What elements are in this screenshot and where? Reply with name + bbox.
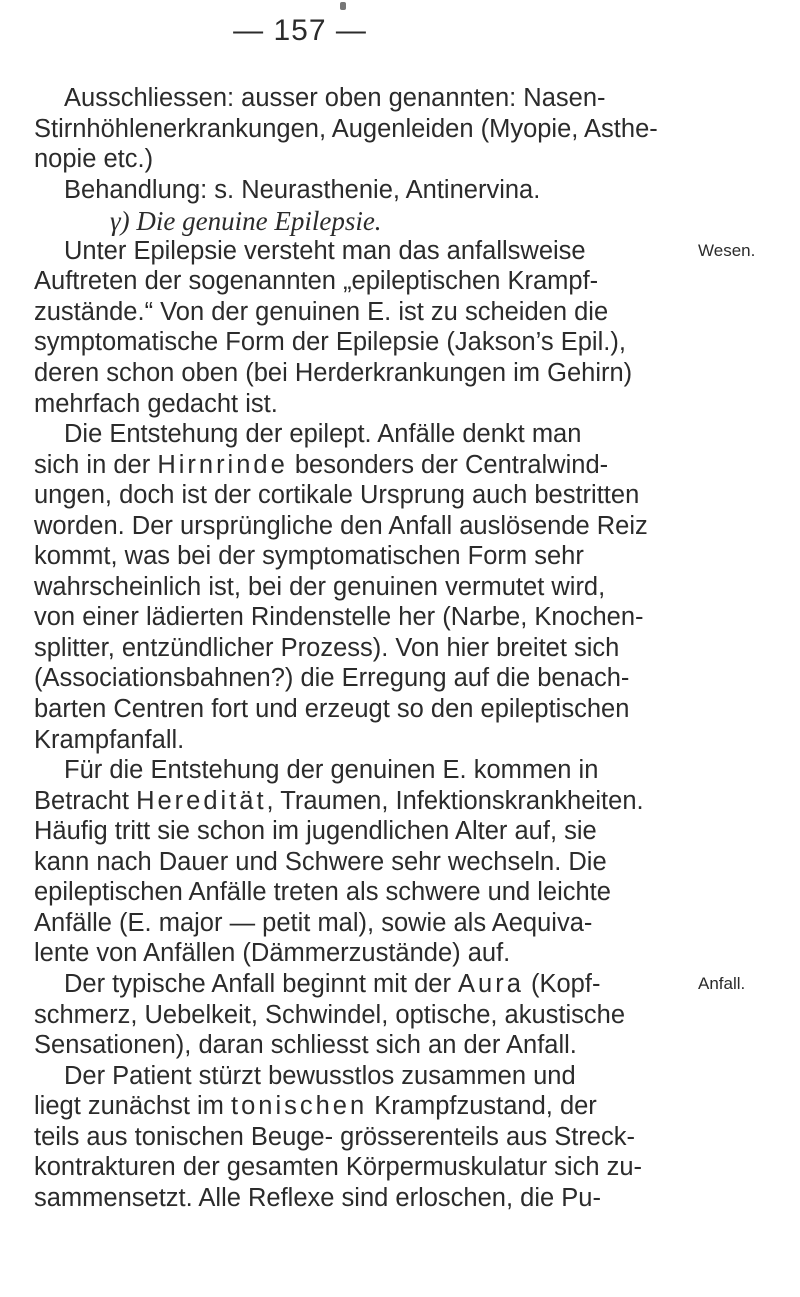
text-line: ungen, doch ist der cortikale Ursprung auch bestritten: [34, 481, 640, 510]
text-segment: Der typische Anfall beginnt mit der: [64, 969, 459, 998]
text-line: Ausschliessen: ausser oben genannten: Nasen-: [64, 84, 606, 112]
text-line: von einer lädierten Rindenstelle her (Narbe, Knochen-: [34, 603, 644, 632]
text-line: [34, 1094, 597, 1120]
text-line: Die Entstehung der epilept. Anfälle denkt man: [64, 420, 582, 449]
text-line: sammensetzt. Alle Reflexe sind erloschen, die Pu-: [34, 1183, 601, 1212]
text-line: lente von Anfällen (Dämmerzustände) auf.: [34, 939, 511, 968]
text-line: Der Patient stürzt bewusstlos zusammen und: [64, 1061, 576, 1090]
text-line: Für die Entstehung der genuinen E. kommen in: [64, 756, 599, 785]
text-segment: Krampfzustand, der: [367, 1092, 597, 1121]
text-line: Auftreten der sogenannten „epileptischen Krampf-: [34, 267, 599, 296]
text-line: [34, 786, 644, 815]
text-segment: sich in der: [34, 450, 158, 479]
text-line: Stirnhöhlenerkrankungen, Augenleiden (Myopie, Asthe-: [34, 114, 658, 143]
ink-mark: [340, 2, 346, 10]
text-line: mehrfach gedacht ist.: [34, 389, 278, 418]
emphasized-term: Hirnrinde: [157, 450, 288, 479]
text-line: [64, 969, 601, 998]
text-line: [34, 450, 609, 479]
text-line: symptomatische Form der Epilepsie (Jakson’s Epil.),: [34, 328, 626, 357]
margin-note: Wesen.: [698, 240, 756, 260]
text-segment: , Traumen, Infektionskrankheiten.: [266, 786, 644, 815]
text-segment: (Kopf-: [523, 969, 601, 998]
text-line: kontrakturen der gesamten Körpermuskulatur sich zu-: [34, 1153, 643, 1182]
text-line: Häufig tritt sie schon im jugendlichen Alter auf, sie: [34, 817, 597, 846]
text-line: splitter, entzündlicher Prozess). Von hier breitet sich: [34, 633, 620, 662]
text-line: Krampfanfall.: [34, 725, 185, 754]
text-segment: liegt zunächst im: [34, 1092, 232, 1121]
text-line: barten Centren fort und erzeugt so den epileptischen: [34, 695, 630, 723]
text-line: Unter Epilepsie versteht man das anfallsweise: [64, 236, 586, 265]
text-line: deren schon oben (bei Herderkrankungen im Gehirn): [34, 358, 633, 387]
text-line: Sensationen), daran schliesst sich an der Anfall.: [34, 1031, 577, 1060]
text-line: wahrscheinlich ist, bei der genuinen vermutet wird,: [34, 572, 606, 601]
text-line: Behandlung: s. Neurasthenie, Antinervina.: [64, 175, 541, 204]
text-segment: Betracht: [34, 786, 137, 815]
text-line: schmerz, Uebelkeit, Schwindel, optische, akustische: [34, 1000, 626, 1029]
page-number: — 157 —: [233, 14, 367, 47]
text-line: nopie etc.): [34, 145, 154, 174]
text-line: (Associationsbahnen?) die Erregung auf die benach-: [34, 664, 630, 693]
text-line: kommt, was bei der symptomatischen Form sehr: [34, 542, 584, 571]
text-line: Anfälle (E. major — petit mal), sowie als Aequiva-: [34, 908, 593, 937]
emphasized-term: Heredität: [136, 786, 267, 815]
text-line: kann nach Dauer und Schwere sehr wechseln. Die: [34, 847, 607, 876]
text-line: epileptischen Anfälle treten als schwere und leichte: [34, 878, 611, 907]
text-line: teils aus tonischen Beuge- grösserenteils aus Streck-: [34, 1122, 635, 1151]
text-line: zustände.“ Von der genuinen E. ist zu scheiden die: [34, 297, 609, 326]
text-segment: besonders der Centralwind-: [287, 450, 609, 479]
emphasized-term: Aura: [458, 969, 524, 998]
margin-note: Anfall.: [698, 973, 746, 993]
section-heading: γ) Die genuine Epilepsie.: [110, 206, 382, 237]
text-line: worden. Der ursprüngliche den Anfall auslösende Reiz: [34, 511, 648, 540]
emphasized-term: tonischen: [231, 1092, 368, 1121]
